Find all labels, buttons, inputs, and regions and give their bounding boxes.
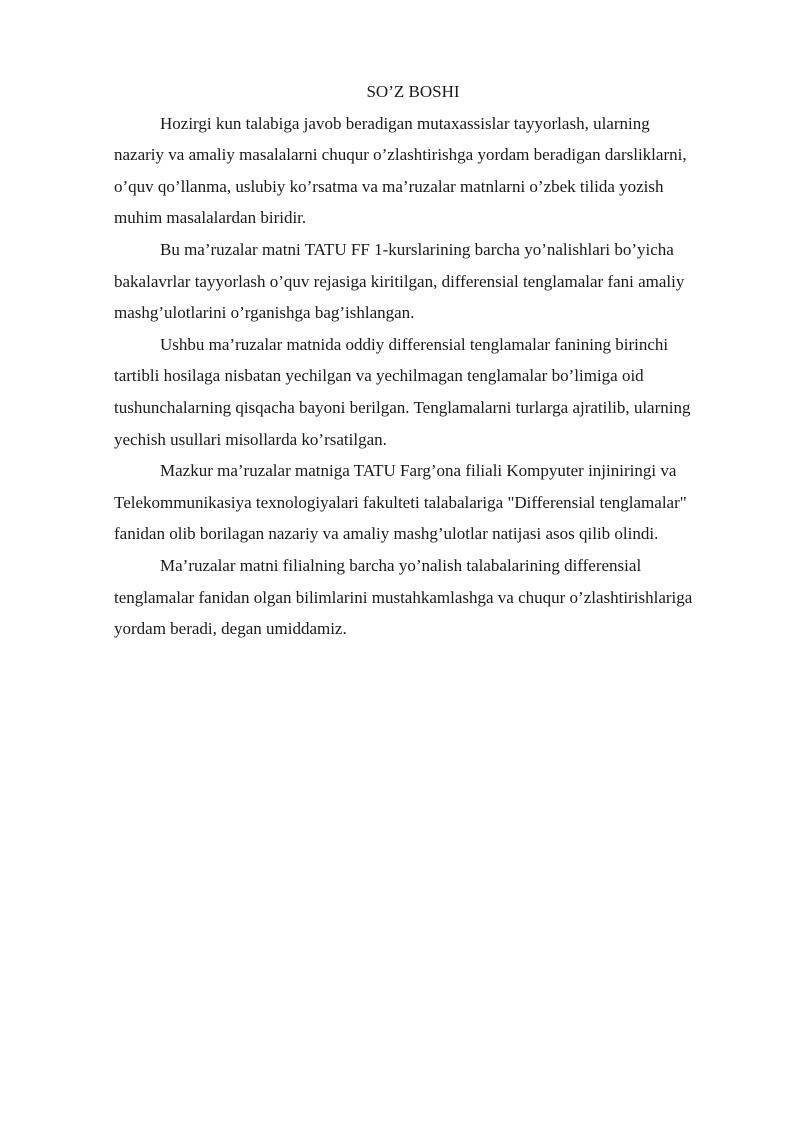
paragraph-3: Ushbu ma’ruzalar matnida oddiy differensial tenglamalar fanining birinchi tartibli hosilaga nisbatan yechilgan va yechilmagan tenglamalar bo’limiga oid tushunchalarning qisqacha bayoni berilgan. Tenglamalarni turlarga ajratilib, ularning yechish usullari misollarda ko’rsatilgan. xyxy=(114,334,691,449)
paragraph-5: Ma’ruzalar matni filialning barcha yo’nalish talabalarining differensial tenglamalar fanidan olgan bilimlarini mustahkamlashga va chuqur o’zlashtirishlariga yordam beradi, degan umiddamiz. xyxy=(114,555,693,639)
paragraph-1: Hozirgi kun talabiga javob beradigan mutaxassislar tayyorlash, ularning nazariy va amaliy masalalarni chuqur o’zlashtirishga yordam beradigan darsliklarni, o’quv qo’llanma, uslubiy ko’rsatma va ma’ruzalar matnlarni o’zbek tilida yozish muhim masalalardan biridir. xyxy=(114,113,687,228)
paragraph-4: Mazkur ma’ruzalar matniga TATU Farg’ona filiali Kompyuter injiniringi va Telekommunikasiya texnologiyalari fakulteti talabalariga "Differensial tenglamalar" fanidan olib borilagan nazariy va amaliy mashg’ulotlar natijasi asos qilib olindi. xyxy=(114,461,687,544)
page-title: SO’Z BOSHI xyxy=(366,82,460,101)
document-body xyxy=(114,76,694,645)
paragraph-2: Bu ma’ruzalar matni TATU FF 1-kurslarining barcha yo’nalishlari bo’yicha bakalavrlar tayyorlash o’quv rejasiga kiritilgan, differensial tenglamalar fani amaliy mashg’ulotlarini o’rganishga bag’ishlangan. xyxy=(114,239,685,323)
